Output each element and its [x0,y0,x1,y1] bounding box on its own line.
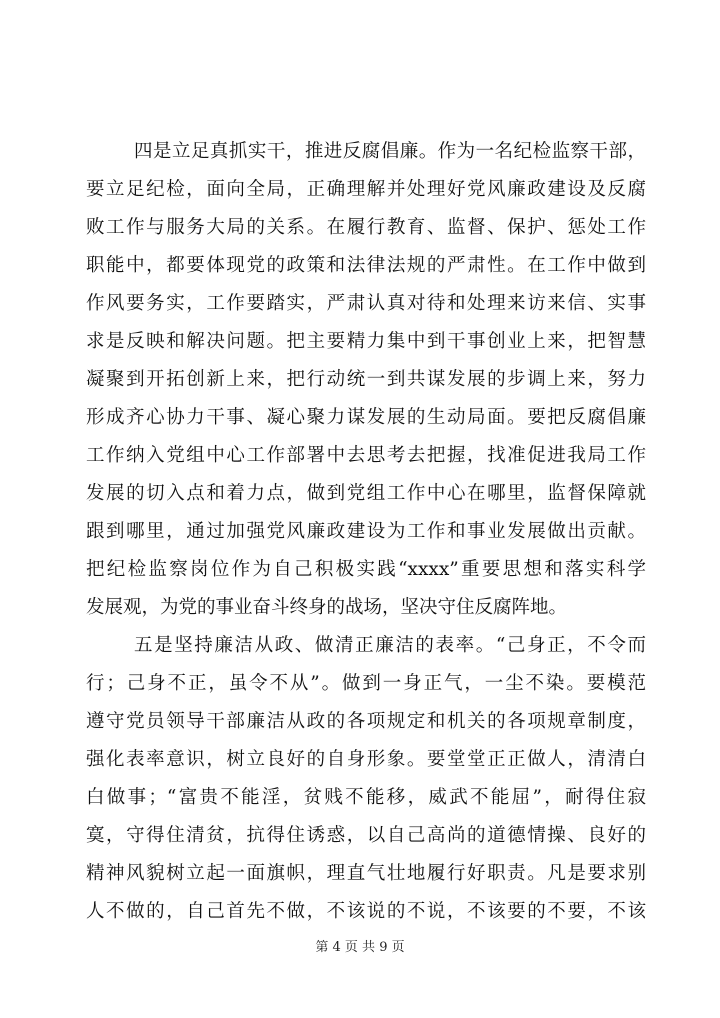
paragraph-5 [86,627,646,931]
text-line: 发展的切入点和着力点，做到党组工作中心在哪里，监督保障就 [86,483,646,504]
text-line: 发展观，为党的事业奋斗终身的战场，坚决守住反腐阵地。 [86,597,568,618]
text-line: 五是坚持廉洁从政、做清正廉洁的表率。“己身正，不令而 [134,635,646,656]
text-line: 四是立足真抓实干，推进反腐倡廉。作为一名纪检监察干部， [134,141,646,162]
text-line: 行；己身不正，虽令不从”。做到一身正气，一尘不染。要模范 [86,673,646,694]
paragraph-4 [86,133,646,627]
document-body [86,133,646,931]
text-line: 把纪检监察岗位作为自己积极实践“xxxx”重要思想和落实科学 [86,559,646,580]
text-line: 形成齐心协力干事、凝心聚力谋发展的生动局面。要把反腐倡廉 [86,407,646,428]
page-number-footer: 第 4 页 共 9 页 [315,940,405,955]
text-line: 寞，守得住清贫，抗得住诱惑，以自己高尚的道德情操、良好的 [86,825,646,846]
text-line: 强化表率意识，树立良好的自身形象。要堂堂正正做人，清清白 [86,749,646,770]
text-line: 精神风貌树立起一面旗帜，理直气壮地履行好职责。凡是要求别 [86,863,646,884]
text-line: 白做事；“富贵不能淫，贫贱不能移，威武不能屈”，耐得住寂 [86,787,646,808]
text-line: 要立足纪检，面向全局，正确理解并处理好党风廉政建设及反腐 [86,179,646,200]
text-line: 凝聚到开拓创新上来，把行动统一到共谋发展的步调上来，努力 [86,369,646,390]
text-line: 败工作与服务大局的关系。在履行教育、监督、保护、惩处工作 [86,217,646,238]
text-line: 跟到哪里，通过加强党风廉政建设为工作和事业发展做出贡献。 [86,521,646,542]
text-line: 作风要务实，工作要踏实，严肃认真对待和处理来访来信、实事 [86,293,646,314]
text-line: 遵守党员领导干部廉洁从政的各项规定和机关的各项规章制度， [86,711,646,732]
text-line: 工作纳入党组中心工作部署中去思考去把握，找准促进我局工作 [86,445,646,466]
text-line: 职能中，都要体现党的政策和法律法规的严肃性。在工作中做到 [86,255,646,276]
text-line: 求是反映和解决问题。把主要精力集中到干事创业上来，把智慧 [86,331,646,352]
text-line: 人不做的，自己首先不做，不该说的不说，不该要的不要，不该 [86,901,646,922]
